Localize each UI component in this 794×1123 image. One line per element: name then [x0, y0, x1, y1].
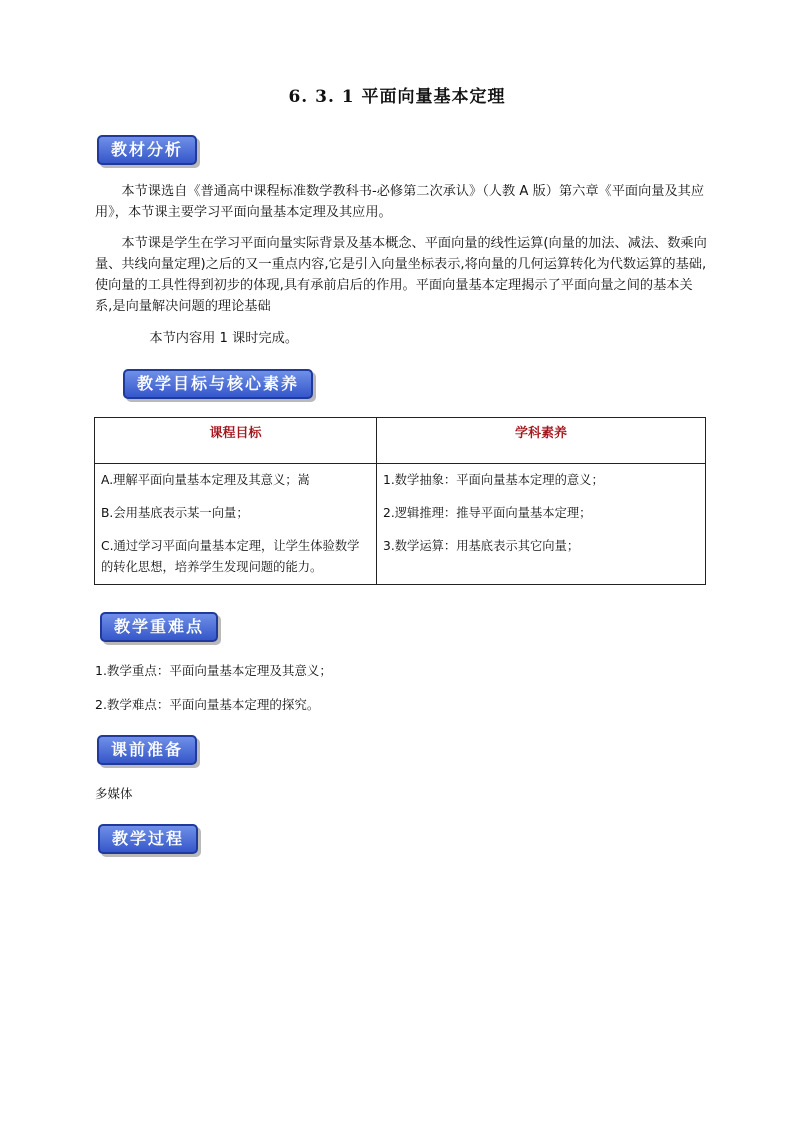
section-badge-objectives: 教学目标与核心素养 — [123, 369, 313, 399]
table-header-literacy: 学科素养 — [377, 418, 706, 464]
analysis-paragraph-1: 本节课选自《普通高中课程标准数学教科书-必修第二次承认》（人教 A 版）第六章《平面向量及其应用》，本节课主要学习平面向量基本定理及其应用。 — [95, 184, 705, 220]
table-row — [95, 464, 706, 585]
analysis-paragraph-2: 本节课是学生在学习平面向量实际背景及基本概念、平面向量的线性运算(向量的加法、减法、数乘向量、共线向量定理)之后的又一重点内容,它是引入向量坐标表示,将向量的几何运算转化为代数运算的基础,使向量的工具性得到初步的体现,具有承前启后的作用。平面向量基本定理揭示了平面向量之间的基本关系,是向量解决问题的理论基础 — [95, 236, 707, 314]
literacy-item: 2.逻辑推理：推导平面向量基本定理； — [383, 506, 592, 520]
course-goal-item: B.会用基底表示某一向量； — [101, 506, 249, 520]
literacy-item: 3.数学运算：用基底表示其它向量； — [383, 539, 580, 553]
section-badge-key-points: 教学重难点 — [100, 612, 218, 642]
literacy-cell — [377, 464, 706, 585]
preparation-text: 多媒体 — [95, 786, 133, 801]
literacy-item: 1.数学抽象：平面向量基本定理的意义； — [383, 473, 604, 487]
section-badge-preparation: 课前准备 — [97, 735, 197, 765]
section-badge-analysis: 教材分析 — [97, 135, 197, 165]
analysis-paragraph-3: 本节内容用 1 课时完成。 — [149, 331, 299, 346]
objectives-table — [94, 417, 706, 585]
table-header-course-goals: 课程目标 — [95, 418, 377, 464]
course-goals-cell — [95, 464, 377, 585]
key-point-item: 1.教学重点：平面向量基本定理及其意义； — [95, 663, 332, 678]
key-point-item: 2.教学难点：平面向量基本定理的探究。 — [95, 697, 320, 712]
section-badge-process: 教学过程 — [98, 824, 198, 854]
course-goal-item: A.理解平面向量基本定理及其意义；嵩 — [101, 473, 310, 487]
table-header-row — [95, 418, 706, 464]
page-title: 6. 3. 1 平面向量基本定理 — [288, 87, 506, 107]
course-goal-item: C.通过学习平面向量基本定理，让学生体验数学的转化思想，培养学生发现问题的能力。 — [101, 539, 360, 574]
